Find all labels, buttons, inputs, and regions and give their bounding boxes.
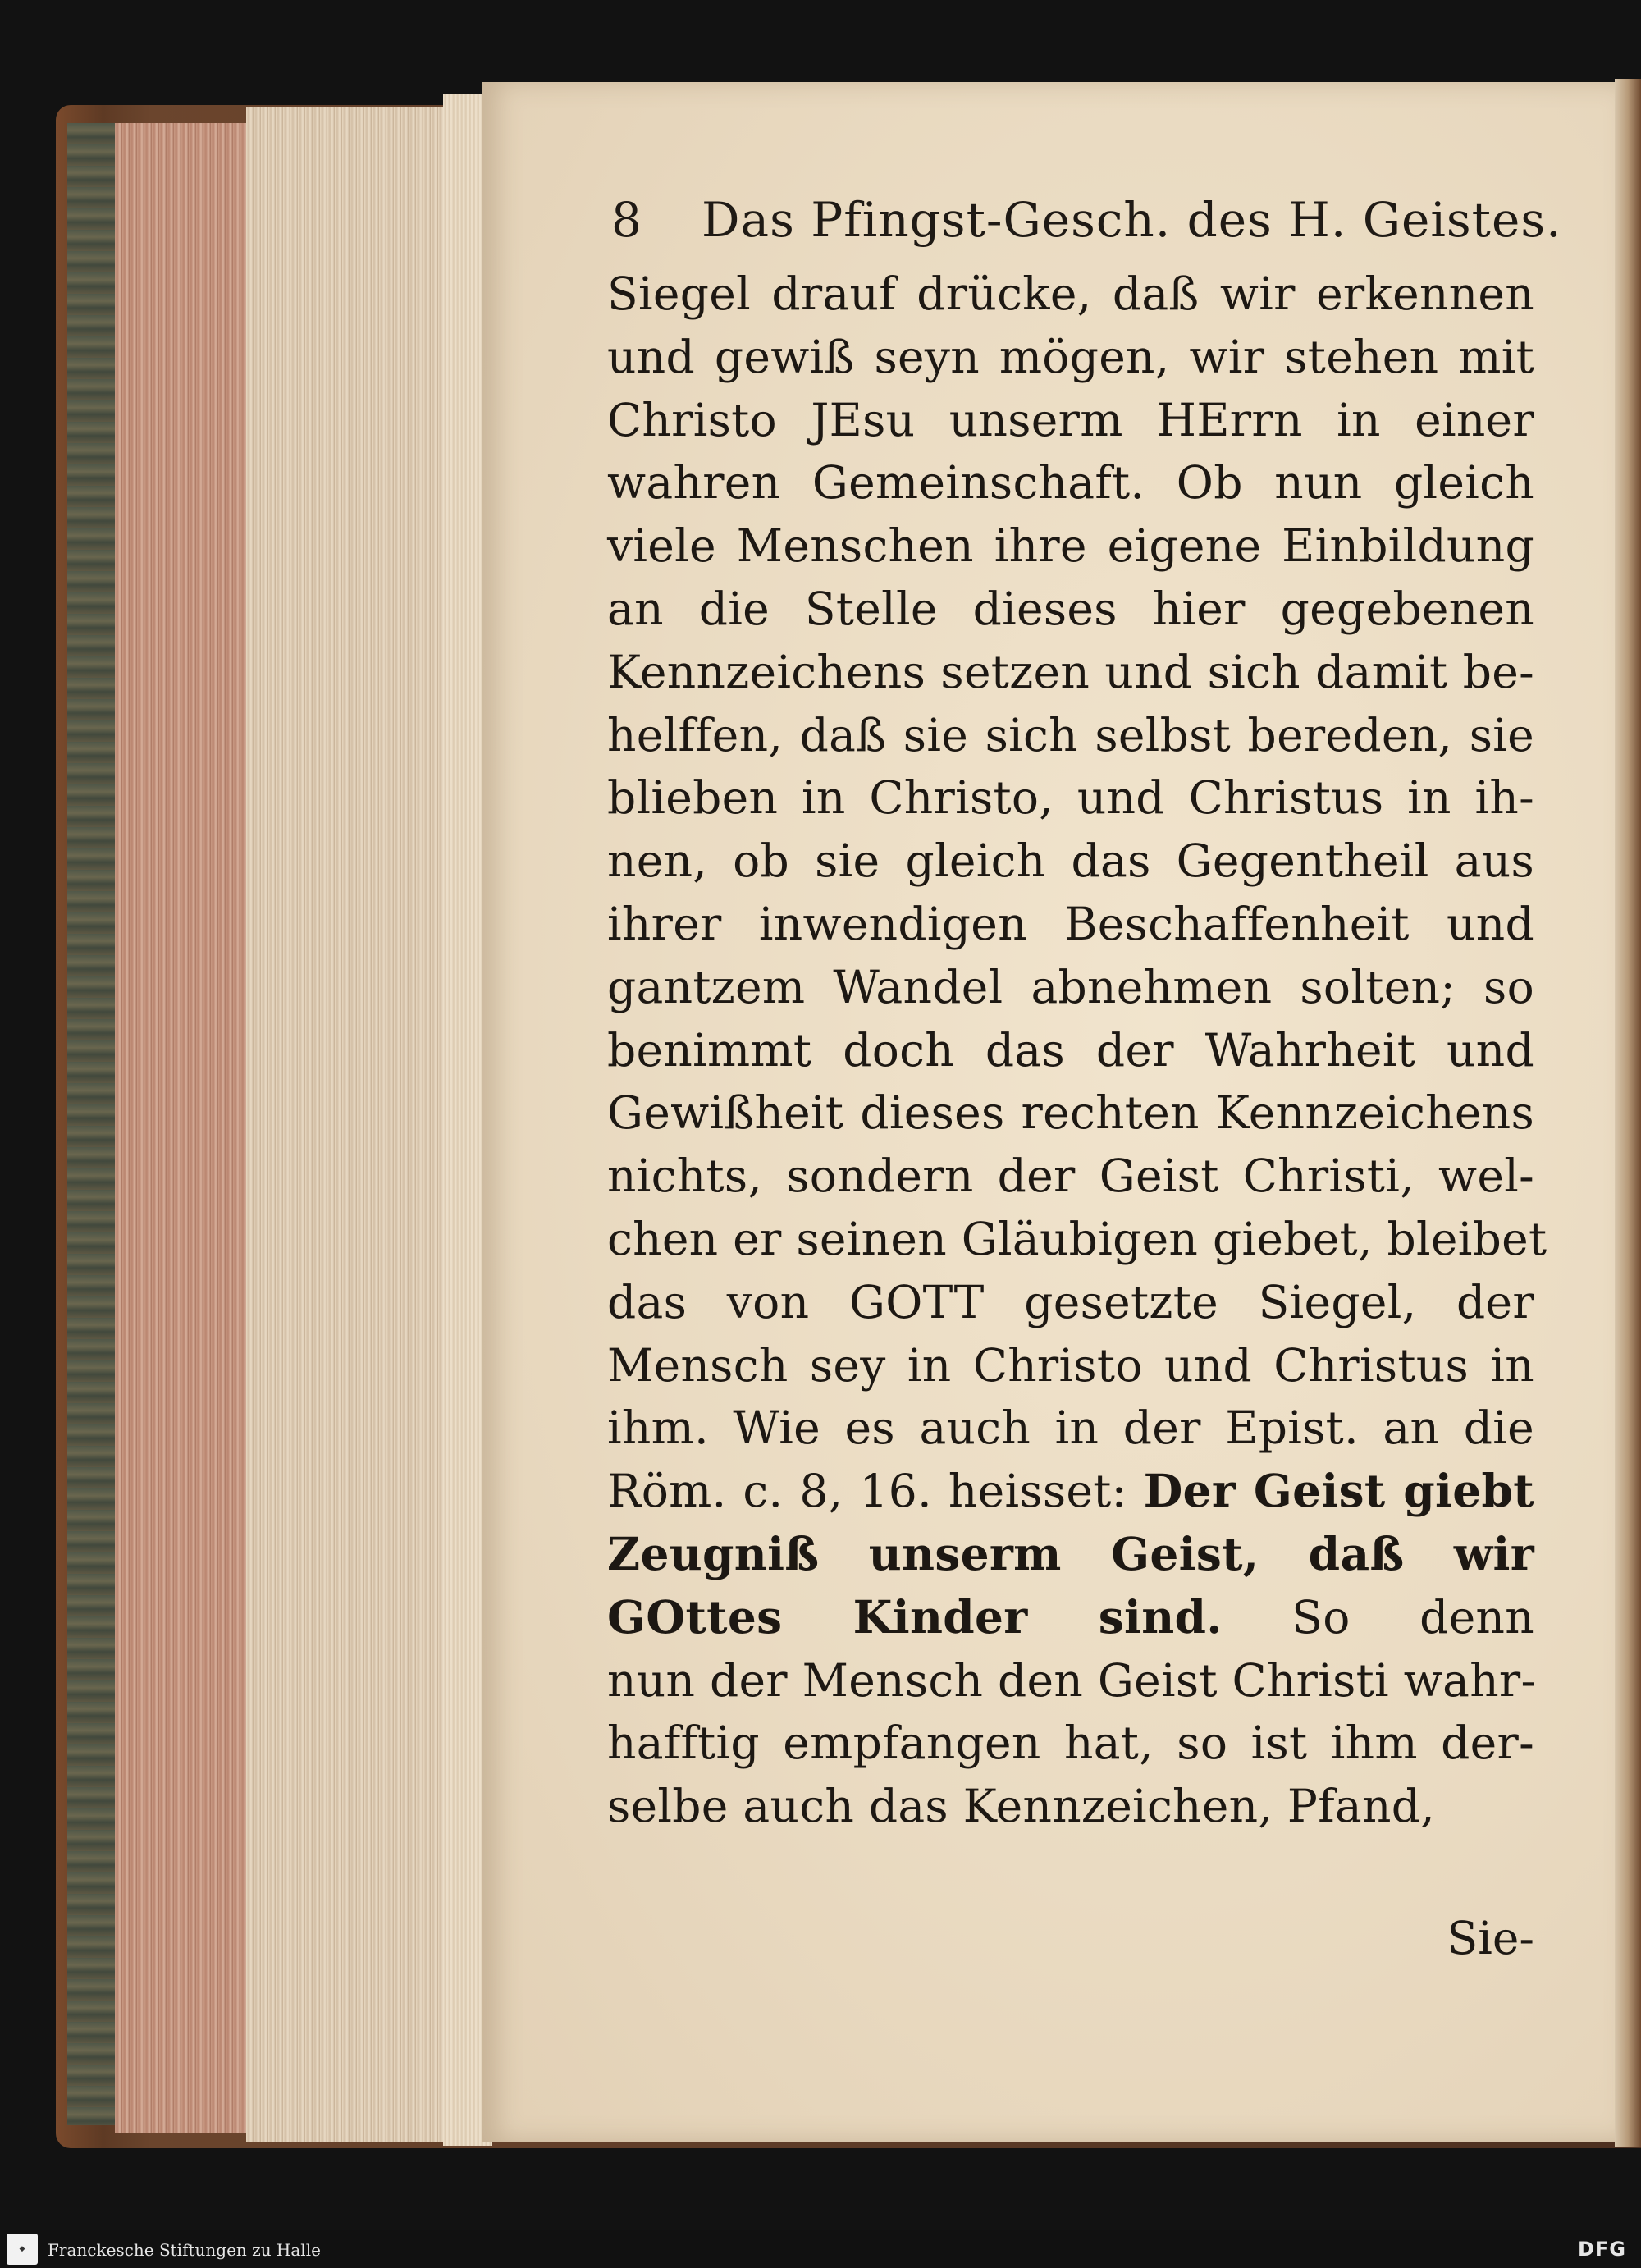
text-line-content: Siegel drauf drücke, daß wir erkennen (607, 267, 1534, 320)
running-header (611, 187, 1562, 253)
text-line (607, 1523, 1534, 1586)
text-line (607, 326, 1534, 389)
running-head-title: Das Pfingst-Gesch. des H. Geistes. (702, 192, 1562, 248)
text-line-tail: So denn (1222, 1590, 1534, 1644)
text-line-content: wahren Gemeinschaft. Ob nun gleich (607, 456, 1534, 510)
text-line (607, 514, 1534, 578)
text-line-content: nichts, sondern der Geist Christi, wel- (607, 1150, 1534, 1203)
text-line (607, 389, 1534, 452)
text-line (607, 830, 1534, 893)
text-line (607, 1145, 1534, 1208)
text-line-content: blieben in Christo, und Christus in ih- (607, 771, 1534, 825)
text-line (607, 1649, 1537, 1712)
text-line-content: nun der Mensch den Geist Christi wahr- (607, 1653, 1537, 1707)
text-line (607, 451, 1534, 514)
text-line (607, 704, 1534, 767)
text-line-content: an die Stelle dieses hier gegebenen (607, 582, 1534, 635)
text-line-content: und gewiß seyn mögen, wir stehen mit (607, 330, 1534, 383)
text-line-content: helffen, daß sie sich selbst bereden, sie (607, 708, 1534, 761)
text-line (607, 893, 1534, 956)
text-line (607, 641, 1534, 704)
text-line (607, 1334, 1534, 1397)
franckesche-stiftungen-logo-icon: ◆ (7, 2234, 38, 2265)
text-line-content: Gewißheit dieses rechten Kennzeichens (607, 1086, 1534, 1140)
body-text (607, 263, 1547, 1838)
text-line-content: ihrer inwendigen Beschaffenheit und (607, 897, 1534, 950)
text-line-content: benimmt doch das der Wahrheit und (607, 1023, 1534, 1077)
text-line-content: das von GOTT gesetzte Siegel, der (607, 1275, 1534, 1328)
page-right-edge (1615, 79, 1641, 2147)
text-line-content: gantzem Wandel abnehmen solten; so (607, 960, 1534, 1013)
text-line (607, 1271, 1534, 1334)
text-line (607, 766, 1534, 830)
text-line-content: hafftig empfangen hat, so ist ihm der- (607, 1717, 1534, 1770)
text-line-content: nen, ob sie gleich das Gegentheil aus (607, 834, 1534, 888)
page-number: 8 (611, 192, 642, 248)
footer-bar (0, 2230, 1641, 2268)
text-line-content: Kennzeichens setzen und sich damit be- (607, 645, 1534, 698)
text-line (607, 578, 1534, 641)
text-line-content: viele Menschen ihre eigene Einbildung (607, 519, 1534, 573)
text-line-content: Röm. c. 8, 16. heisset: (607, 1465, 1144, 1518)
dfg-label: DFG (1577, 2238, 1626, 2261)
text-line-content: chen er seinen Gläubigen giebet, bleibet (607, 1212, 1547, 1265)
text-line-emphasis: Der Geist giebt (1143, 1464, 1534, 1518)
text-line (607, 1460, 1534, 1523)
text-line-content: selbe auch das Kennzeichen, Pfand, (607, 1780, 1435, 1833)
text-line-content: Zeugniß unserm Geist, daß wir (607, 1526, 1534, 1580)
catchword: Sie- (1447, 1912, 1534, 1964)
text-line-content: ihm. Wie es auch in der Epist. an die (607, 1401, 1534, 1455)
page-block-left (246, 107, 459, 2142)
text-line (607, 1586, 1534, 1649)
text-line-content: Mensch sey in Christo und Christus in (607, 1338, 1534, 1392)
text-line-content: Christo JEsu unserm HErrn in einer (607, 393, 1534, 446)
text-line (607, 1397, 1534, 1460)
text-line (607, 263, 1534, 326)
institution-label: Franckesche Stiftungen zu Halle (48, 2240, 321, 2260)
text-line-content: GOttes Kinder sind. (607, 1589, 1223, 1644)
text-line (607, 1775, 1534, 1838)
text-line (607, 1712, 1534, 1775)
text-line (607, 1081, 1534, 1145)
text-line (607, 1019, 1534, 1082)
text-line (607, 956, 1534, 1019)
text-line (607, 1208, 1547, 1271)
